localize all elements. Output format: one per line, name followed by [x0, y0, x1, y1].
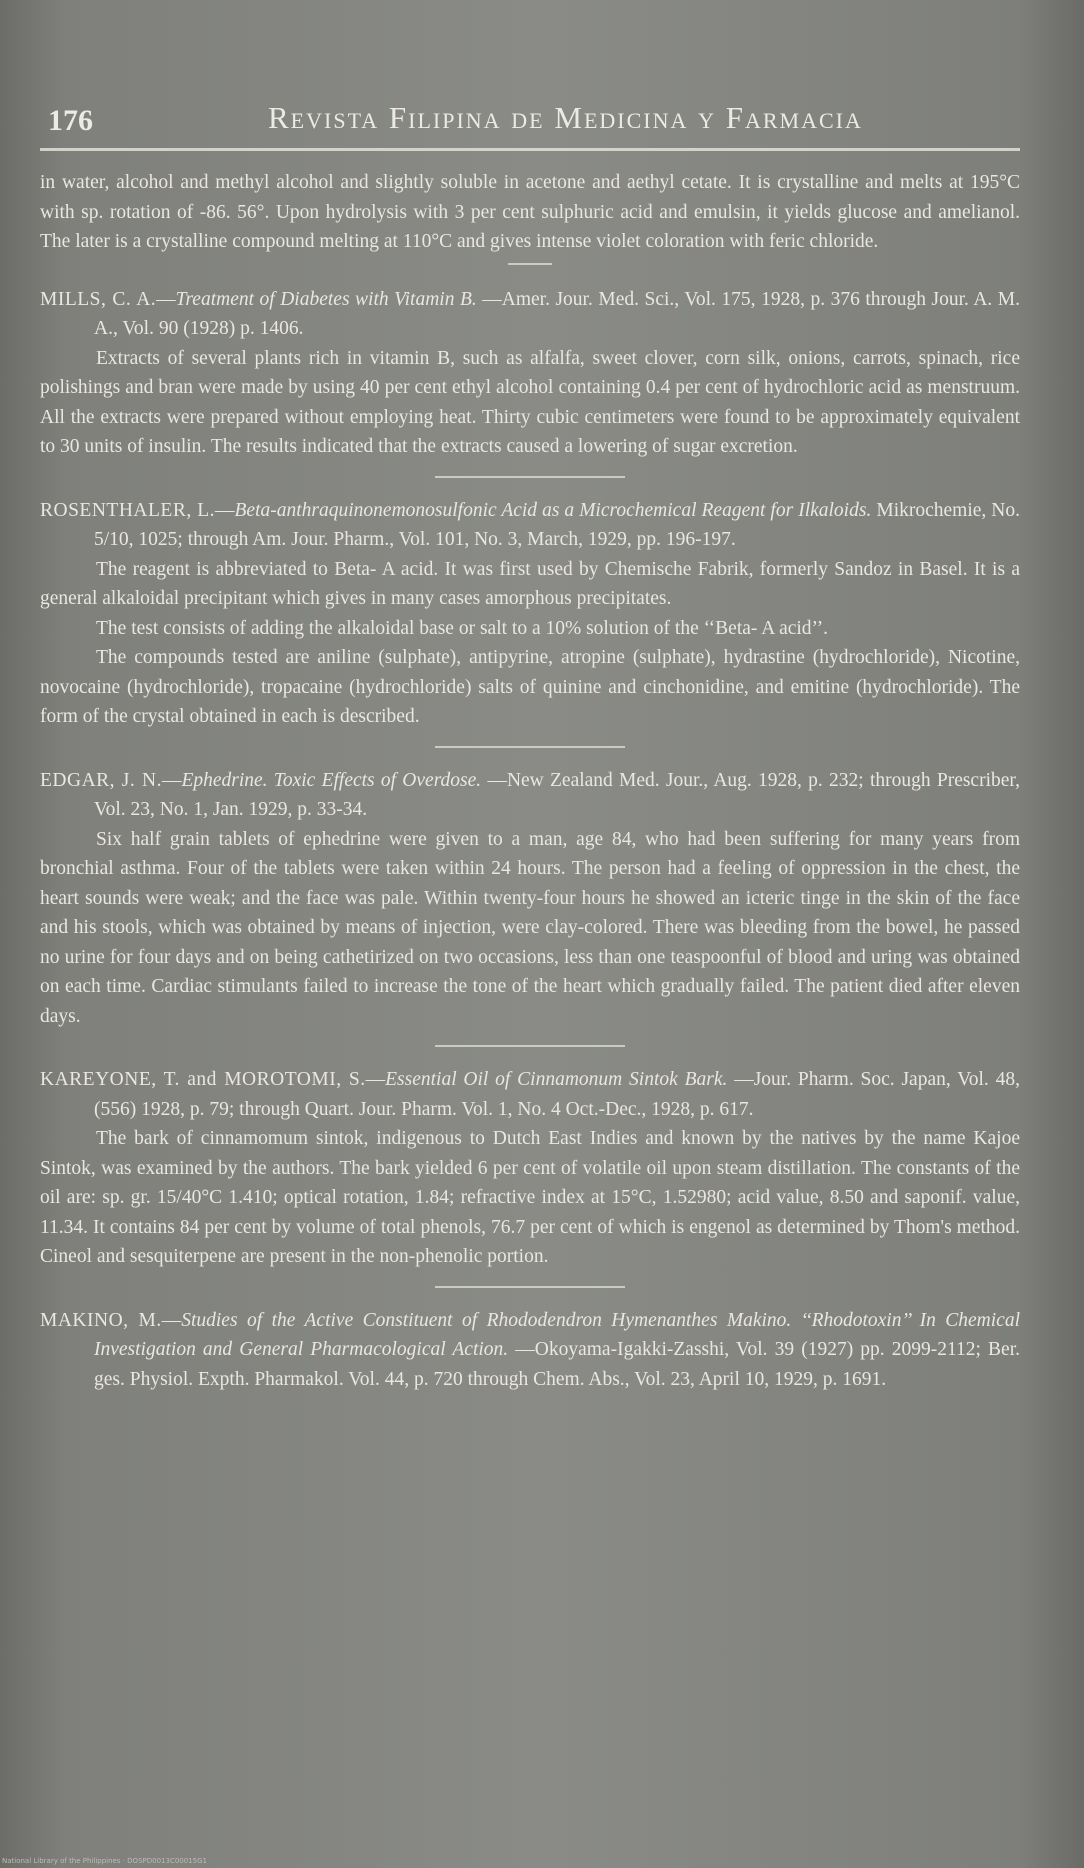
citation: MAKINO, M.—Studies of the Active Constituent of Rhododendron Hymenanthes Makino. ‘‘Rhodotoxin’’ In Chemical Investigation and General Pharmacological Action. —Okoyama-Igakki-Zasshi, Vol. 39 (1927) pp. 2099-2112; Ber. ges. Physiol. Expth. Pharmakol. Vol. 44, p. 720 through Chem. Abs., Vol. 23, April 10, 1929, p. 1691.: [40, 1309, 1020, 1390]
citation-source: Mikrochemie, No. 5/10, 1025; through Am. Jour. Pharm., Vol. 101, No. 3, March, 1929, pp. 196-197.: [94, 499, 1021, 550]
section-divider: [435, 746, 625, 748]
citation-title: Beta-anthraquinonemonosulfonic Acid as a Microchemical Reagent for Ilkaloids.: [234, 499, 872, 521]
section-divider: [435, 476, 625, 478]
article-content: [40, 168, 1020, 1394]
citation: ROSENTHALER, L.—Beta-anthraquinonemonosulfonic Acid as a Microchemical Reagent for Ilkaloids. Mikrochemie, No. 5/10, 1025; through Am. Jour. Pharm., Vol. 101, No. 3, March, 1929, pp. 196-197.: [40, 499, 1021, 550]
citation-source: —Okoyama-Igakki-Zasshi, Vol. 39 (1927) pp. 2099-2112; Ber. ges. Physiol. Expth. Pharmakol. Vol. 44, p. 720 through Chem. Abs., Vol. 23, April 10, 1929, p. 1691.: [94, 1339, 1020, 1390]
citation-author: ROSENTHALER, L.: [40, 499, 216, 521]
citation-author: MILLS, C. A.: [40, 288, 157, 310]
running-title: Revista Filipina de Medicina y Farmacia: [268, 100, 863, 135]
citation: MILLS, C. A.—Treatment of Diabetes with Vitamin B. —Amer. Jour. Med. Sci., Vol. 175, 1928, p. 376 through Jour. A. M. A., Vol. 90 (1928) p. 1406.: [40, 288, 1021, 339]
abstract-paragraph: Six half grain tablets of ephedrine were given to a man, age 84, who had been suffering for many years from bronchial asthma. Four of the tablets were taken within 24 hours. The person had a feeling of oppression in the chest, the heart sounds were weak; and the face was pale. Within twenty-four hours he showed an icteric tinge in the skin of the face and his stools, which was obtained by means of injection, were clay-colored. There was bleeding from the bowel, he passed no urine for four days and on being cathetirized on two occasions, less than one teaspoonful of blood and uring was obtained on each time. Cardiac stimulants failed to increase the tone of the heart which gradually failed. The patient died after eleven days.: [40, 828, 1020, 1027]
intro-paragraph: in water, alcohol and methyl alcohol and slightly soluble in acetone and aethyl cetate. It is crystalline and melts at 195°C with sp. rotation of -86. 56°. Upon hydrolysis with 3 per cent sulphuric acid and emulsin, it yields glucose and amelianol. The later is a crystalline compound melting at 110°C and gives intense violet coloration with feric chloride.: [40, 172, 1020, 252]
abstract-paragraph: The bark of cinnamomum sintok, indigenous to Dutch East Indies and known by the natives by the name Kajoe Sintok, was examined by the authors. The bark yielded 6 per cent of volatile oil upon steam distillation. The constants of the oil are: sp. gr. 15/40°C 1.410; optical rotation, 1.84; refractive index at 15°C, 1.52980; acid value, 8.50 and saponif. value, 11.34. It contains 84 per cent by volume of total phenols, 76.7 per cent of which is engenol as determined by Thom's method. Cineol and sesquiterpene are present in the non-phenolic portion.: [40, 1128, 1020, 1267]
section-divider: [435, 1286, 625, 1288]
abstract-paragraph: The test consists of adding the alkaloidal base or salt to a 10% solution of the ‘‘Beta- A acid’’.: [96, 617, 828, 639]
scan-footer-label: National Library of the Philippines · DOSPD0013C00015G1: [2, 1857, 207, 1865]
citation-title: Treatment of Diabetes with Vitamin B.: [175, 288, 477, 310]
abstract-entry: [40, 1306, 1020, 1395]
citation-title: Essential Oil of Cinnamonum Sintok Bark.: [385, 1069, 728, 1090]
abstract-paragraph: Extracts of several plants rich in vitamin B, such as alfalfa, sweet clover, corn silk, onions, carrots, spinach, rice polishings and bran were made by using 40 per cent ethyl alcohol containing 0.4 per cent of hydrochloric acid as menstruum. All the extracts were prepared without employing heat. Thirty cubic centimeters were found to be approximately equivalent to 30 units of insulin. The results indicated that the extracts caused a lowering of sugar excretion.: [40, 347, 1020, 457]
citation-title: Studies of the Active Constituent of Rhododendron Hymenanthes Makino. ‘‘Rhodotoxin’’ In Chemical Investigation and General Pharmacological Action.: [94, 1309, 1020, 1360]
header-rule: [40, 148, 1020, 151]
citation-title: Ephedrine. Toxic Effects of Overdose.: [181, 769, 482, 791]
citation: KAREYONE, T. and MOROTOMI, S.—Essential Oil of Cinnamonum Sintok Bark. —Jour. Pharm. Soc. Japan, Vol. 48, (556) 1928, p. 79; through Quart. Jour. Pharm. Vol. 1, No. 4 Oct.-Dec., 1928, p. 617.: [40, 1069, 1021, 1120]
citation-source: —Jour. Pharm. Soc. Japan, Vol. 48, (556) 1928, p. 79; through Quart. Jour. Pharm. Vol. 1, No. 4 Oct.-Dec., 1928, p. 617.: [94, 1069, 1021, 1120]
citation-author: EDGAR, J. N.: [40, 769, 162, 791]
citation-source: —Amer. Jour. Med. Sci., Vol. 175, 1928, p. 376 through Jour. A. M. A., Vol. 90 (1928) p. 1406.: [94, 288, 1021, 339]
citation: EDGAR, J. N.—Ephedrine. Toxic Effects of Overdose. —New Zealand Med. Jour., Aug. 1928, p. 232; through Prescriber, Vol. 23, No. 1, Jan. 1929, p. 33-34.: [40, 769, 1020, 820]
citation-author: KAREYONE, T. and MOROTOMI, S.: [40, 1069, 366, 1090]
abstract-paragraph: The compounds tested are aniline (sulphate), antipyrine, atropine (sulphate), hydrastine (hydrochloride), Nicotine, novocaine (hydrochloride), tropacaine (hydrochloride) salts of quinine and cinchonidine, and emitine (hydrochloride). The form of the crystal obtained in each is described.: [40, 647, 1020, 727]
section-divider: [508, 263, 552, 265]
section-divider: [435, 1045, 625, 1047]
citation-source: —New Zealand Med. Jour., Aug. 1928, p. 232; through Prescriber, Vol. 23, No. 1, Jan. 1929, p. 33-34.: [94, 769, 1020, 820]
abstract-entry: [40, 1065, 1020, 1272]
citation-author: MAKINO, M.: [40, 1309, 162, 1331]
page-number: 176: [48, 104, 93, 137]
page-header: [48, 96, 1008, 136]
abstract-entry: [40, 496, 1020, 732]
abstract-entry: [40, 766, 1020, 1032]
abstract-entry: [40, 285, 1020, 462]
abstract-paragraph: The reagent is abbreviated to Beta- A acid. It was first used by Chemische Fabrik, formerly Sandoz in Basel. It is a general alkaloidal precipitant which gives in many cases amorphous precipitates.: [40, 558, 1020, 609]
